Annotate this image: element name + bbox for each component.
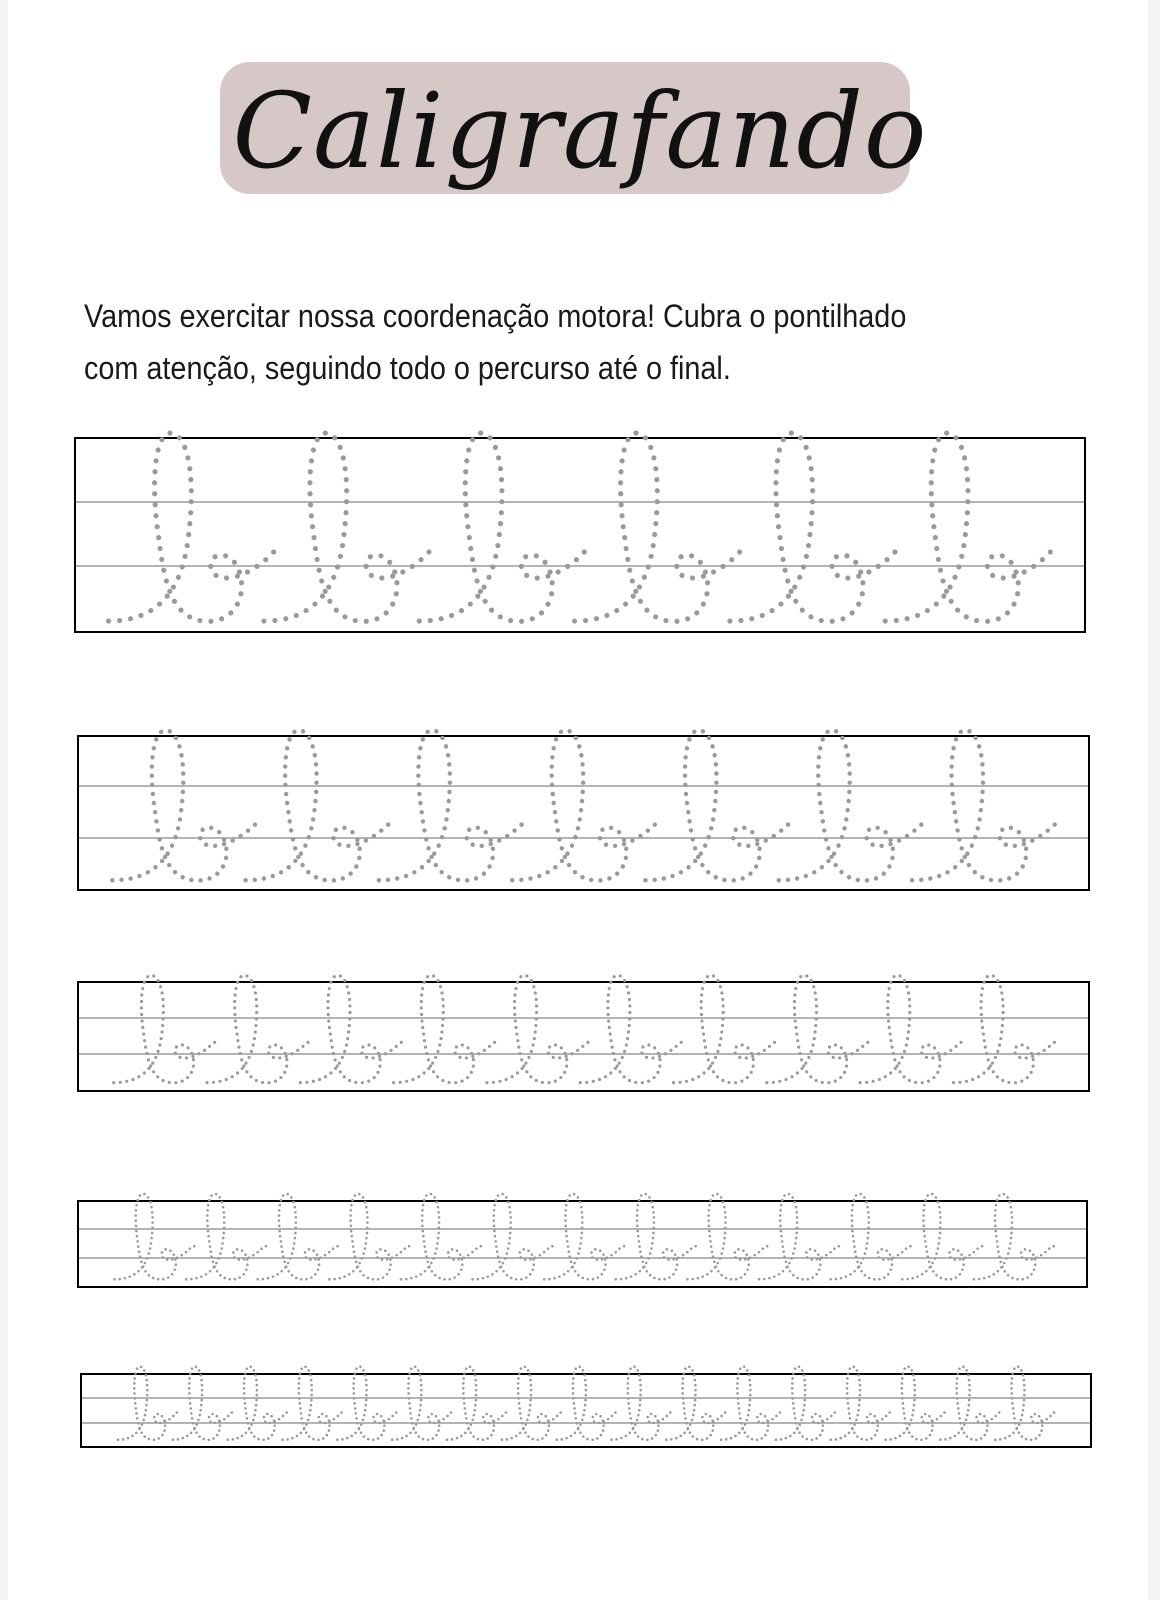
dotted-letter-b[interactable]	[912, 730, 1061, 880]
dotted-letter-b[interactable]	[419, 433, 593, 621]
dotted-letter-b[interactable]	[779, 730, 928, 880]
dotted-stroke	[109, 433, 283, 621]
dotted-letter-b[interactable]	[112, 730, 261, 880]
dotted-stroke	[860, 975, 965, 1083]
dotted-stroke	[114, 1194, 194, 1280]
dotted-letter-b[interactable]	[721, 1367, 782, 1440]
dotted-letter-b[interactable]	[575, 433, 749, 621]
dotted-stroke	[447, 1367, 508, 1440]
dotted-stroke	[264, 433, 438, 621]
dotted-letter-b[interactable]	[776, 1367, 837, 1440]
dotted-letter-b[interactable]	[447, 1367, 508, 1440]
dotted-letter-b[interactable]	[687, 1194, 767, 1280]
dotted-stroke	[580, 975, 685, 1083]
dotted-stroke	[940, 1367, 1001, 1440]
dotted-letter-b[interactable]	[114, 975, 219, 1083]
dotted-stroke	[779, 730, 928, 880]
dotted-stroke	[473, 1194, 553, 1280]
dotted-letter-b[interactable]	[109, 433, 283, 621]
dotted-stroke	[687, 1194, 767, 1280]
letter-trace-canvas	[77, 735, 1090, 891]
dotted-letter-b[interactable]	[283, 1367, 344, 1440]
dotted-stroke	[419, 433, 593, 621]
dotted-stroke	[974, 1194, 1054, 1280]
dotted-letter-b[interactable]	[394, 975, 499, 1083]
dotted-stroke	[544, 1194, 624, 1280]
dotted-stroke	[557, 1367, 618, 1440]
letter-trace-canvas	[77, 981, 1090, 1092]
dotted-letter-b[interactable]	[557, 1367, 618, 1440]
dotted-letter-b[interactable]	[258, 1194, 338, 1280]
dotted-letter-b[interactable]	[940, 1367, 1001, 1440]
practice-row-5	[80, 1373, 1092, 1448]
dotted-letter-b[interactable]	[611, 1367, 672, 1440]
dotted-letter-b[interactable]	[392, 1367, 453, 1440]
dotted-stroke	[337, 1367, 398, 1440]
practice-row-3	[77, 981, 1090, 1092]
dotted-letter-b[interactable]	[329, 1194, 409, 1280]
instructions	[84, 290, 1084, 394]
letter-trace-canvas	[80, 1373, 1092, 1448]
dotted-letter-b[interactable]	[886, 1367, 947, 1440]
dotted-stroke	[831, 1194, 911, 1280]
dotted-stroke	[228, 1367, 289, 1440]
dotted-stroke	[885, 433, 1059, 621]
instructions-line-1: Vamos exercitar nossa coordenação motora! Cubra o pontilhado	[84, 298, 907, 334]
dotted-letter-b[interactable]	[502, 1367, 563, 1440]
dotted-stroke	[953, 975, 1058, 1083]
dotted-stroke	[487, 975, 592, 1083]
dotted-stroke	[616, 1194, 696, 1280]
dotted-letter-b[interactable]	[674, 975, 779, 1083]
dotted-letter-b[interactable]	[401, 1194, 481, 1280]
dotted-letter-b[interactable]	[264, 433, 438, 621]
practice-row-1	[74, 437, 1086, 633]
dotted-stroke	[258, 1194, 338, 1280]
dotted-letter-b[interactable]	[228, 1367, 289, 1440]
dotted-letter-b[interactable]	[379, 730, 528, 880]
dotted-letter-b[interactable]	[487, 975, 592, 1083]
dotted-stroke	[394, 975, 499, 1083]
dotted-letter-b[interactable]	[974, 1194, 1054, 1280]
dotted-letter-b[interactable]	[616, 1194, 696, 1280]
dotted-letter-b[interactable]	[544, 1194, 624, 1280]
page-title: Caligrafando	[232, 70, 928, 192]
dotted-stroke	[767, 975, 872, 1083]
dotted-stroke	[173, 1367, 234, 1440]
dotted-stroke	[759, 1194, 839, 1280]
dotted-letter-b[interactable]	[173, 1367, 234, 1440]
dotted-letter-b[interactable]	[114, 1194, 194, 1280]
dotted-stroke	[401, 1194, 481, 1280]
letter-trace-canvas	[77, 1200, 1088, 1288]
dotted-letter-b[interactable]	[730, 433, 904, 621]
dotted-stroke	[611, 1367, 672, 1440]
dotted-stroke	[721, 1367, 782, 1440]
dotted-stroke	[283, 1367, 344, 1440]
practice-row-4	[77, 1200, 1088, 1288]
dotted-letter-b[interactable]	[645, 730, 794, 880]
dotted-stroke	[912, 730, 1061, 880]
dotted-stroke	[246, 730, 395, 880]
dotted-stroke	[831, 1367, 892, 1440]
dotted-letter-b[interactable]	[186, 1194, 266, 1280]
dotted-stroke	[329, 1194, 409, 1280]
dotted-letter-b[interactable]	[666, 1367, 727, 1440]
dotted-stroke	[118, 1367, 179, 1440]
dotted-stroke	[379, 730, 528, 880]
dotted-stroke	[674, 975, 779, 1083]
dotted-letter-b[interactable]	[300, 975, 405, 1083]
dotted-stroke	[512, 730, 661, 880]
dotted-stroke	[995, 1367, 1056, 1440]
dotted-letter-b[interactable]	[759, 1194, 839, 1280]
practice-row-2	[77, 735, 1090, 891]
dotted-letter-b[interactable]	[337, 1367, 398, 1440]
dotted-stroke	[645, 730, 794, 880]
dotted-letter-b[interactable]	[207, 975, 312, 1083]
dotted-letter-b[interactable]	[473, 1194, 553, 1280]
dotted-stroke	[186, 1194, 266, 1280]
dotted-letter-b[interactable]	[246, 730, 395, 880]
letter-trace-canvas	[74, 437, 1086, 633]
dotted-stroke	[776, 1367, 837, 1440]
dotted-letter-b[interactable]	[512, 730, 661, 880]
dotted-stroke	[666, 1367, 727, 1440]
dotted-letter-b[interactable]	[831, 1367, 892, 1440]
dotted-stroke	[114, 975, 219, 1083]
dotted-letter-b[interactable]	[953, 975, 1058, 1083]
dotted-stroke	[392, 1367, 453, 1440]
dotted-stroke	[300, 975, 405, 1083]
dotted-letter-b[interactable]	[767, 975, 872, 1083]
dotted-stroke	[886, 1367, 947, 1440]
dotted-letter-b[interactable]	[831, 1194, 911, 1280]
dotted-letter-b[interactable]	[118, 1367, 179, 1440]
dotted-stroke	[112, 730, 261, 880]
dotted-stroke	[730, 433, 904, 621]
dotted-letter-b[interactable]	[995, 1367, 1056, 1440]
dotted-stroke	[902, 1194, 982, 1280]
dotted-letter-b[interactable]	[902, 1194, 982, 1280]
dotted-letter-b[interactable]	[580, 975, 685, 1083]
dotted-letter-b[interactable]	[885, 433, 1059, 621]
dotted-stroke	[207, 975, 312, 1083]
dotted-letter-b[interactable]	[860, 975, 965, 1083]
dotted-stroke	[575, 433, 749, 621]
instructions-line-2: com atenção, seguindo todo o percurso até o final.	[84, 350, 731, 386]
dotted-stroke	[502, 1367, 563, 1440]
